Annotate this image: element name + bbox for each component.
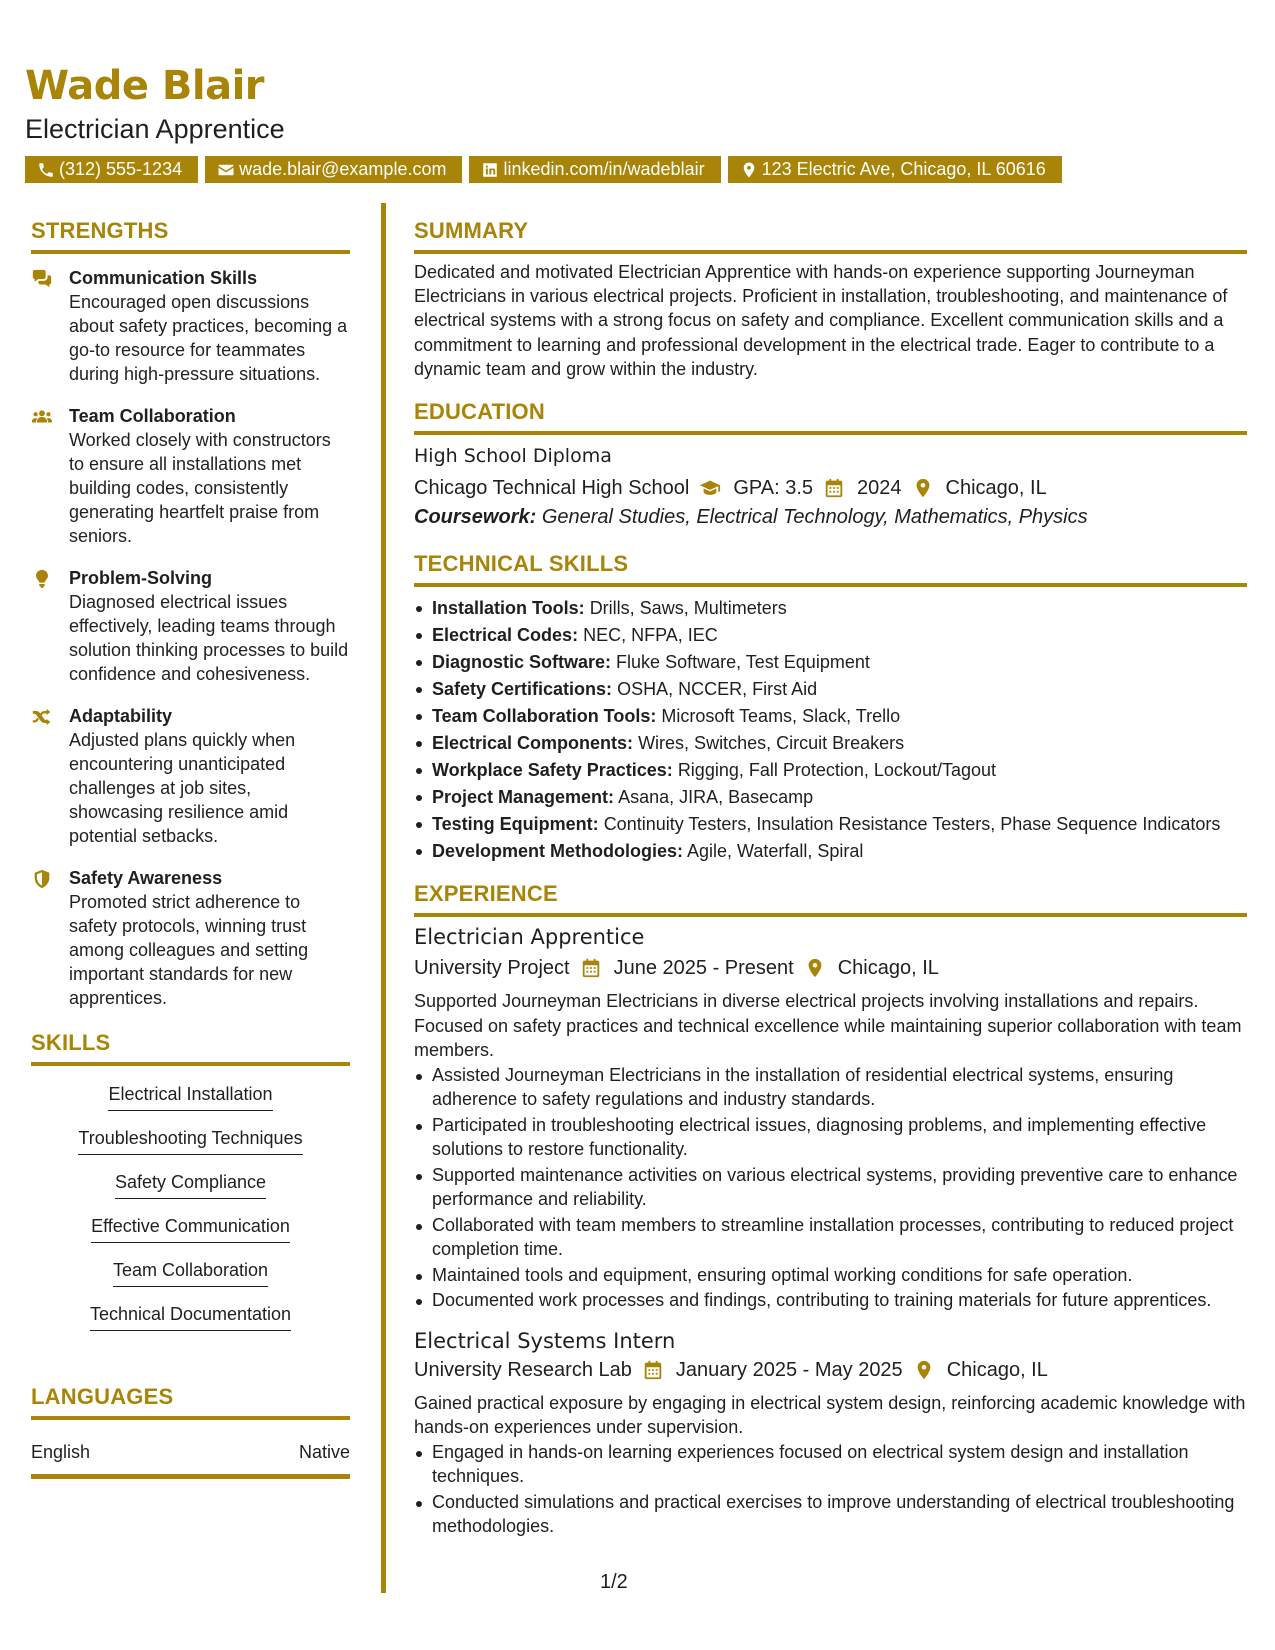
skill-tag: Safety Compliance bbox=[115, 1170, 266, 1199]
skill-values: Microsoft Teams, Slack, Trello bbox=[661, 706, 901, 727]
job-dates: January 2025 - May 2025 bbox=[675, 1358, 903, 1381]
strength-title: Problem-Solving bbox=[69, 568, 213, 588]
strength-title: Communication Skills bbox=[69, 268, 258, 288]
summary-text: Dedicated and motivated Electrician Apprentice with hands-on experience supporting Journeyman Electricians in various electrical projects. Proficient in installation, troubleshooting, and maintenance of electrical systems with a strong focus on safety and compliance. Excellent communication skills and a commitment to learning and professional development in the electrical trade. Eager to contribute to a dynamic team and grow within the industry. bbox=[414, 262, 1228, 379]
job-bullet: Engaged in hands-on learning experiences focused on electrical system design and installation techniques. bbox=[414, 1440, 1247, 1489]
contact-email-text: wade.blair@example.com bbox=[239, 159, 447, 179]
job-bullet: Collaborated with team members to streamline installation processes, contributing to reduced project completion time. bbox=[414, 1213, 1247, 1262]
map-pin-icon bbox=[740, 161, 758, 179]
skill-category: Workplace Safety Practices: bbox=[432, 760, 673, 781]
skill-list bbox=[31, 1082, 350, 1360]
comments-icon bbox=[31, 268, 53, 290]
language-level-bar bbox=[31, 1474, 350, 1479]
job-entry bbox=[414, 1327, 1247, 1539]
skill-values: Continuity Testers, Insulation Resistance Testers, Phase Sequence Indicators bbox=[603, 814, 1221, 835]
skill-values: OSHA, NCCER, First Aid bbox=[617, 679, 818, 700]
job-dates: June 2025 - Present bbox=[613, 957, 794, 980]
job-title: Electrical Systems Intern bbox=[414, 1328, 676, 1353]
contact-phone[interactable] bbox=[25, 156, 198, 183]
skill-category: Installation Tools: bbox=[432, 598, 585, 619]
technical-skill-item bbox=[414, 703, 1247, 730]
technical-skill-item bbox=[414, 622, 1247, 649]
skill-category: Project Management: bbox=[432, 787, 615, 808]
strength-desc: Encouraged open discussions about safety practices, becoming a go-to resource for teammates during high-pressure situations. bbox=[69, 292, 348, 384]
skill-category: Safety Certifications: bbox=[432, 679, 613, 700]
calendar-icon bbox=[580, 957, 602, 979]
job-org: University Research Lab bbox=[414, 1358, 632, 1381]
technical-skill-item bbox=[414, 784, 1247, 811]
skill-values: Asana, JIRA, Basecamp bbox=[618, 787, 814, 808]
strength-desc: Promoted strict adherence to safety protocols, winning trust among colleagues and setting important standards for new apprentices. bbox=[69, 892, 309, 1008]
job-org: University Project bbox=[414, 957, 570, 980]
skill-values: Wires, Switches, Circuit Breakers bbox=[638, 733, 905, 754]
job-entry bbox=[414, 923, 1247, 1313]
strength-title: Adaptability bbox=[69, 706, 173, 726]
technical-skill-item bbox=[414, 811, 1247, 838]
coursework-list: General Studies, Electrical Technology, Mathematics, Physics bbox=[541, 506, 1088, 529]
column-divider bbox=[381, 203, 386, 1593]
contact-phone-text: (312) 555-1234 bbox=[59, 159, 183, 179]
education-heading: EDUCATION bbox=[414, 399, 545, 425]
technical-skill-item bbox=[414, 676, 1247, 703]
degree-title: High School Diploma bbox=[414, 445, 612, 468]
linkedin-icon bbox=[481, 161, 499, 179]
language-row bbox=[31, 1440, 350, 1464]
shuffle-icon bbox=[31, 706, 53, 728]
summary-rule bbox=[414, 250, 1247, 254]
strength-title: Safety Awareness bbox=[69, 868, 223, 888]
skill-values: Drills, Saws, Multimeters bbox=[589, 598, 787, 619]
shield-icon bbox=[31, 868, 53, 890]
education-rule bbox=[414, 431, 1247, 435]
phone-icon bbox=[37, 161, 55, 179]
skill-tag: Team Collaboration bbox=[113, 1258, 268, 1287]
calendar-icon bbox=[823, 477, 845, 499]
skill-category: Testing Equipment: bbox=[432, 814, 599, 835]
right-column bbox=[414, 216, 1247, 1553]
contact-address-text: 123 Electric Ave, Chicago, IL 60616 bbox=[761, 159, 1046, 179]
job-bullets bbox=[414, 1063, 1247, 1313]
envelope-icon bbox=[217, 161, 235, 179]
job-bullet: Supported maintenance activities on various electrical systems, providing preventive care to enhance performance and reliability. bbox=[414, 1163, 1247, 1212]
left-column bbox=[31, 216, 350, 1479]
experience-heading: EXPERIENCE bbox=[414, 881, 558, 907]
technical-skills-rule bbox=[414, 583, 1247, 587]
skill-category: Electrical Components: bbox=[432, 733, 634, 754]
technical-skill-item bbox=[414, 757, 1247, 784]
skill-values: Rigging, Fall Protection, Lockout/Tagout bbox=[677, 760, 996, 781]
education-location: Chicago, IL bbox=[945, 477, 1047, 500]
calendar-icon bbox=[642, 1359, 664, 1381]
job-meta bbox=[414, 953, 1247, 983]
strength-item bbox=[31, 866, 350, 1010]
graduation-cap-icon bbox=[699, 477, 721, 499]
contact-bar bbox=[25, 156, 1255, 183]
job-bullet: Maintained tools and equipment, ensuring optimal working conditions for safe operation. bbox=[414, 1263, 1247, 1288]
job-bullets bbox=[414, 1440, 1247, 1539]
map-pin-icon bbox=[913, 1359, 935, 1381]
skills-heading: SKILLS bbox=[31, 1030, 111, 1055]
contact-email[interactable] bbox=[205, 156, 462, 183]
technical-skill-item bbox=[414, 838, 1247, 865]
job-location: Chicago, IL bbox=[946, 1358, 1048, 1381]
job-location: Chicago, IL bbox=[837, 957, 939, 980]
education-meta bbox=[414, 473, 1247, 503]
technical-skills-list bbox=[414, 595, 1247, 865]
languages-rule bbox=[31, 1416, 350, 1420]
strength-desc: Worked closely with constructors to ensure all installations met building codes, consistently generating heartfelt praise from seniors. bbox=[69, 430, 331, 546]
contact-address bbox=[728, 156, 1062, 183]
strength-item bbox=[31, 266, 350, 386]
skill-category: Team Collaboration Tools: bbox=[432, 706, 657, 727]
strengths-rule bbox=[31, 250, 350, 254]
skill-tag: Troubleshooting Techniques bbox=[78, 1126, 302, 1155]
skill-category: Diagnostic Software: bbox=[432, 652, 612, 673]
strength-item bbox=[31, 404, 350, 548]
contact-linkedin-text: linkedin.com/in/wadeblair bbox=[503, 159, 705, 179]
strength-desc: Diagnosed electrical issues effectively, leading teams through solution thinking processes to build confidence and cohesiveness. bbox=[69, 592, 349, 684]
technical-skill-item bbox=[414, 649, 1247, 676]
page-number: 1/2 bbox=[600, 1571, 628, 1593]
skill-tag: Effective Communication bbox=[91, 1214, 290, 1243]
coursework bbox=[414, 503, 1247, 531]
resume-header bbox=[25, 62, 1255, 183]
skill-tag: Electrical Installation bbox=[108, 1082, 272, 1111]
strength-desc: Adjusted plans quickly when encountering unanticipated challenges at job sites, showcasing resilience amid potential setbacks. bbox=[69, 730, 296, 846]
gpa: GPA: 3.5 bbox=[733, 477, 814, 500]
skill-category: Electrical Codes: bbox=[432, 625, 579, 646]
language-name: English bbox=[31, 1442, 91, 1462]
job-bullet: Participated in troubleshooting electrical issues, diagnosing problems, and implementing effective solutions to restore functionality. bbox=[414, 1113, 1247, 1162]
strengths-heading: STRENGTHS bbox=[31, 218, 169, 243]
skill-values: Fluke Software, Test Equipment bbox=[616, 652, 870, 673]
strength-title: Team Collaboration bbox=[69, 406, 236, 426]
job-bullet: Conducted simulations and practical exercises to improve understanding of electrical troubleshooting methodologies. bbox=[414, 1490, 1247, 1539]
lightbulb-icon bbox=[31, 568, 53, 590]
map-pin-icon bbox=[912, 477, 934, 499]
skill-values: Agile, Waterfall, Spiral bbox=[687, 841, 864, 862]
skill-tag: Technical Documentation bbox=[90, 1302, 291, 1331]
coursework-label: Coursework: bbox=[414, 506, 537, 529]
users-icon bbox=[31, 406, 53, 428]
job-description: Gained practical exposure by engaging in electrical system design, reinforcing academic knowledge with hands-on experiences under supervision. bbox=[414, 1392, 1246, 1438]
strength-item bbox=[31, 566, 350, 686]
skill-category: Development Methodologies: bbox=[432, 841, 684, 862]
language-level: Native bbox=[298, 1442, 350, 1462]
strength-item bbox=[31, 704, 350, 848]
map-pin-icon bbox=[804, 957, 826, 979]
job-meta bbox=[414, 1355, 1247, 1385]
skills-rule bbox=[31, 1062, 350, 1066]
experience-rule bbox=[414, 913, 1247, 917]
summary-heading: SUMMARY bbox=[414, 218, 529, 243]
technical-skill-item bbox=[414, 595, 1247, 622]
candidate-name: Wade Blair bbox=[25, 63, 265, 109]
job-title: Electrician Apprentice bbox=[414, 925, 645, 950]
job-bullet: Assisted Journeyman Electricians in the installation of residential electrical systems, ensuring adherence to safety regulations and industry standards. bbox=[414, 1063, 1247, 1112]
languages-heading: LANGUAGES bbox=[31, 1384, 174, 1409]
graduation-year: 2024 bbox=[857, 477, 902, 500]
candidate-title: Electrician Apprentice bbox=[25, 114, 285, 144]
school-name: Chicago Technical High School bbox=[414, 477, 690, 500]
skill-values: NEC, NFPA, IEC bbox=[583, 625, 718, 646]
technical-skills-heading: TECHNICAL SKILLS bbox=[414, 551, 629, 577]
job-description: Supported Journeyman Electricians in diverse electrical projects involving installations and repairs. Focused on safety practices and technical excellence while maintaining superior collaboration with team members. bbox=[414, 991, 1242, 1061]
technical-skill-item bbox=[414, 730, 1247, 757]
contact-linkedin[interactable] bbox=[469, 156, 720, 183]
job-bullet: Documented work processes and findings, contributing to training materials for future apprentices. bbox=[414, 1288, 1247, 1313]
